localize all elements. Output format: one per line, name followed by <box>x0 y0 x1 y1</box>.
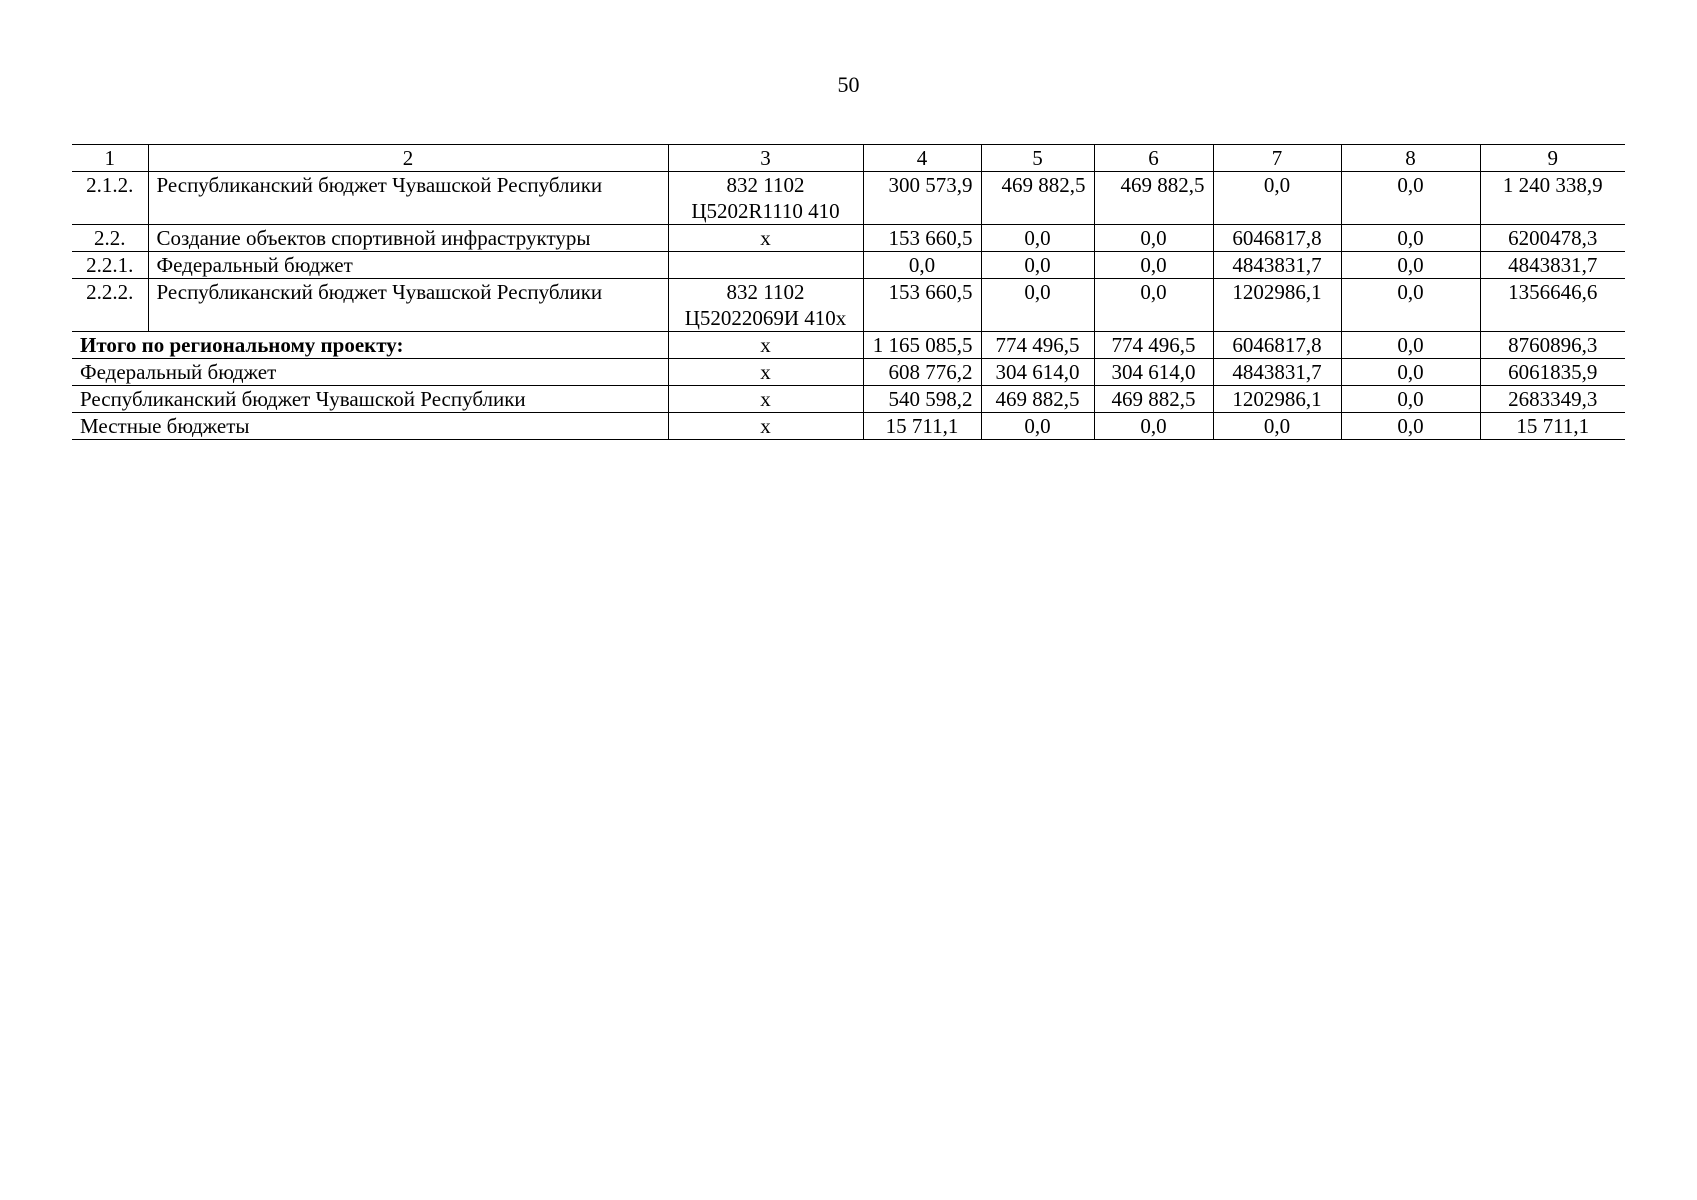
budget-code <box>668 279 863 332</box>
budget-code: x <box>668 332 863 359</box>
value-col-5: 0,0 <box>981 225 1094 252</box>
budget-table <box>72 144 1625 440</box>
value-col-8: 0,0 <box>1341 413 1480 440</box>
value-col-5: 0,0 <box>981 279 1094 332</box>
row-name: Республиканский бюджет Чувашской Республики <box>148 279 668 332</box>
value-col-5: 469 882,5 <box>981 172 1094 225</box>
page-number: 50 <box>837 72 860 97</box>
budget-code-line: x <box>760 226 771 250</box>
value-col-6: 0,0 <box>1094 413 1213 440</box>
value-col-6: 0,0 <box>1094 225 1213 252</box>
value-col-6: 774 496,5 <box>1094 332 1213 359</box>
budget-code <box>668 225 863 252</box>
value-col-9: 1 240 338,9 <box>1480 172 1625 225</box>
header-cell: 4 <box>863 145 981 172</box>
value-col-9: 6061835,9 <box>1480 359 1625 386</box>
value-col-5: 0,0 <box>981 252 1094 279</box>
value-col-7: 6046817,8 <box>1213 332 1341 359</box>
value-col-4: 300 573,9 <box>863 172 981 225</box>
value-col-8: 0,0 <box>1341 172 1480 225</box>
header-cell: 7 <box>1213 145 1341 172</box>
total-label: Республиканский бюджет Чувашской Республики <box>72 386 668 413</box>
table-row <box>72 279 1625 332</box>
row-name: Федеральный бюджет <box>148 252 668 279</box>
value-col-7: 6046817,8 <box>1213 225 1341 252</box>
row-number: 2.1.2. <box>72 172 148 225</box>
value-col-6: 0,0 <box>1094 279 1213 332</box>
row-number: 2.2.2. <box>72 279 148 332</box>
total-label: Итого по региональному проекту: <box>72 332 668 359</box>
header-cell: 6 <box>1094 145 1213 172</box>
header-cell: 8 <box>1341 145 1480 172</box>
value-col-4: 153 660,5 <box>863 279 981 332</box>
value-col-7: 1202986,1 <box>1213 279 1341 332</box>
table-row <box>72 252 1625 279</box>
table-header-row <box>72 145 1625 172</box>
row-number: 2.2.1. <box>72 252 148 279</box>
value-col-9: 4843831,7 <box>1480 252 1625 279</box>
budget-code: x <box>668 413 863 440</box>
total-row <box>72 386 1625 413</box>
value-col-8: 0,0 <box>1341 332 1480 359</box>
budget-code: x <box>668 386 863 413</box>
value-col-8: 0,0 <box>1341 225 1480 252</box>
table-row <box>72 225 1625 252</box>
total-row <box>72 332 1625 359</box>
budget-code <box>668 172 863 225</box>
value-col-8: 0,0 <box>1341 252 1480 279</box>
value-col-5: 774 496,5 <box>981 332 1094 359</box>
budget-code-line: Ц5202R1110 410 <box>691 199 840 223</box>
value-col-6: 0,0 <box>1094 252 1213 279</box>
value-col-8: 0,0 <box>1341 279 1480 332</box>
value-col-8: 0,0 <box>1341 359 1480 386</box>
header-cell: 2 <box>148 145 668 172</box>
value-col-6: 469 882,5 <box>1094 386 1213 413</box>
value-col-4: 540 598,2 <box>863 386 981 413</box>
value-col-4: 1 165 085,5 <box>863 332 981 359</box>
value-col-9: 6200478,3 <box>1480 225 1625 252</box>
row-name: Создание объектов спортивной инфраструктуры <box>148 225 668 252</box>
total-label: Федеральный бюджет <box>72 359 668 386</box>
budget-code <box>668 252 863 279</box>
value-col-7: 0,0 <box>1213 172 1341 225</box>
value-col-5: 304 614,0 <box>981 359 1094 386</box>
value-col-5: 0,0 <box>981 413 1094 440</box>
value-col-6: 469 882,5 <box>1094 172 1213 225</box>
budget-code-line: 832 1102 <box>726 280 805 304</box>
header-cell: 9 <box>1480 145 1625 172</box>
value-col-7: 4843831,7 <box>1213 359 1341 386</box>
value-col-5: 469 882,5 <box>981 386 1094 413</box>
value-col-7: 4843831,7 <box>1213 252 1341 279</box>
value-col-9: 1356646,6 <box>1480 279 1625 332</box>
value-col-9: 15 711,1 <box>1480 413 1625 440</box>
value-col-4: 608 776,2 <box>863 359 981 386</box>
total-row <box>72 413 1625 440</box>
value-col-4: 153 660,5 <box>863 225 981 252</box>
value-col-8: 0,0 <box>1341 386 1480 413</box>
budget-code-line: Ц52022069И 410x <box>684 306 847 330</box>
table-row <box>72 172 1625 225</box>
row-number: 2.2. <box>72 225 148 252</box>
value-col-9: 2683349,3 <box>1480 386 1625 413</box>
value-col-7: 1202986,1 <box>1213 386 1341 413</box>
value-col-4: 0,0 <box>863 252 981 279</box>
value-col-9: 8760896,3 <box>1480 332 1625 359</box>
total-row <box>72 359 1625 386</box>
row-name: Республиканский бюджет Чувашской Республики <box>148 172 668 225</box>
header-cell: 3 <box>668 145 863 172</box>
header-cell: 1 <box>72 145 148 172</box>
value-col-6: 304 614,0 <box>1094 359 1213 386</box>
value-col-7: 0,0 <box>1213 413 1341 440</box>
budget-code: x <box>668 359 863 386</box>
total-label: Местные бюджеты <box>72 413 668 440</box>
header-cell: 5 <box>981 145 1094 172</box>
value-col-4: 15 711,1 <box>863 413 981 440</box>
budget-code-line: 832 1102 <box>726 173 805 197</box>
